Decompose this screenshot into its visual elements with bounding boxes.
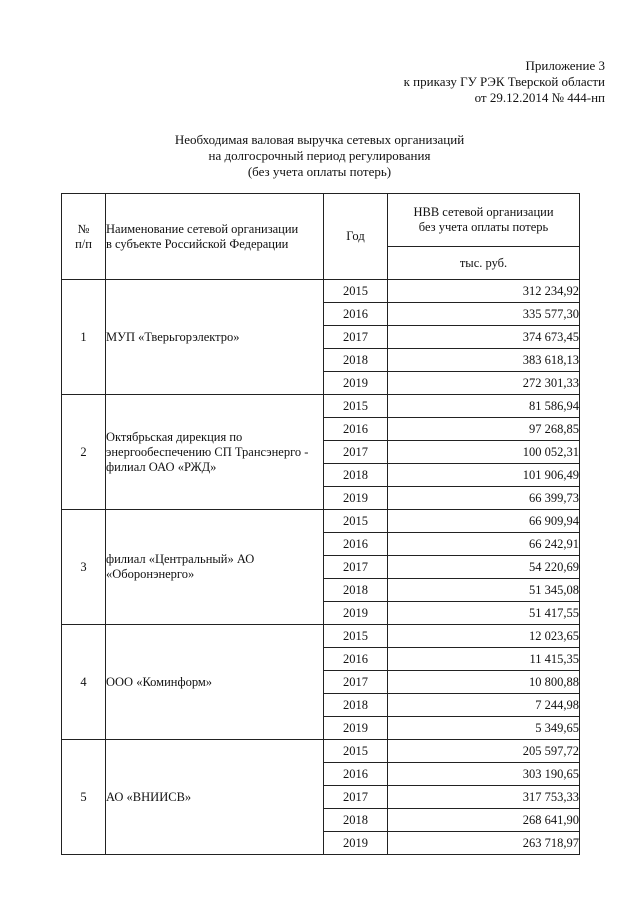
- org-number: 2: [62, 395, 106, 510]
- year-cell: 2019: [324, 832, 388, 855]
- year-cell: 2019: [324, 487, 388, 510]
- header-org-name: Наименование сетевой организации в субъекте Российской Федерации: [106, 194, 324, 280]
- year-cell: 2015: [324, 740, 388, 763]
- header-nvv: НВВ сетевой организации без учета оплаты потерь: [388, 194, 580, 247]
- org-number: 1: [62, 280, 106, 395]
- year-cell: 2018: [324, 694, 388, 717]
- title-line: Необходимая валовая выручка сетевых организаций: [174, 132, 465, 147]
- org-name: [106, 510, 324, 625]
- table-row: [62, 280, 580, 303]
- value-cell: 303 190,65: [388, 763, 580, 786]
- org-name-line: ООО «Коминформ»: [106, 674, 213, 689]
- value-cell: 66 399,73: [388, 487, 580, 510]
- year-cell: 2016: [324, 648, 388, 671]
- table-row: [62, 510, 580, 533]
- value-cell: 12 023,65: [388, 625, 580, 648]
- value-cell: 335 577,30: [388, 303, 580, 326]
- value-cell: 268 641,90: [388, 809, 580, 832]
- value-cell: 7 244,98: [388, 694, 580, 717]
- value-cell: 100 052,31: [388, 441, 580, 464]
- org-name: [106, 740, 324, 855]
- year-cell: 2019: [324, 372, 388, 395]
- header-number: № п/п: [62, 194, 106, 280]
- value-cell: 66 909,94: [388, 510, 580, 533]
- title-line: (без учета оплаты потерь): [247, 164, 392, 179]
- year-cell: 2017: [324, 786, 388, 809]
- value-cell: 51 417,55: [388, 602, 580, 625]
- year-cell: 2018: [324, 464, 388, 487]
- value-cell: 101 906,49: [388, 464, 580, 487]
- org-name: [106, 625, 324, 740]
- org-name-line: энергообеспечению СП Трансэнерго -: [106, 444, 309, 459]
- value-cell: 51 345,08: [388, 579, 580, 602]
- year-cell: 2018: [324, 809, 388, 832]
- value-cell: 317 753,33: [388, 786, 580, 809]
- table-body: [62, 280, 580, 855]
- value-cell: 383 618,13: [388, 349, 580, 372]
- org-number: 5: [62, 740, 106, 855]
- year-cell: 2016: [324, 763, 388, 786]
- year-cell: 2017: [324, 671, 388, 694]
- year-cell: 2017: [324, 556, 388, 579]
- value-cell: 11 415,35: [388, 648, 580, 671]
- year-cell: 2016: [324, 303, 388, 326]
- org-name-line: филиал ОАО «РЖД»: [106, 459, 217, 474]
- document-title: [0, 132, 639, 180]
- value-cell: 272 301,33: [388, 372, 580, 395]
- year-cell: 2015: [324, 395, 388, 418]
- value-cell: 97 268,85: [388, 418, 580, 441]
- year-cell: 2019: [324, 717, 388, 740]
- value-cell: 66 242,91: [388, 533, 580, 556]
- year-cell: 2019: [324, 602, 388, 625]
- appendix-line: к приказу ГУ РЭК Тверской области: [403, 74, 605, 89]
- year-cell: 2015: [324, 280, 388, 303]
- value-cell: 81 586,94: [388, 395, 580, 418]
- org-number: 3: [62, 510, 106, 625]
- table-row: [62, 625, 580, 648]
- table-row: [62, 740, 580, 763]
- org-number: 4: [62, 625, 106, 740]
- year-cell: 2015: [324, 625, 388, 648]
- year-cell: 2018: [324, 349, 388, 372]
- value-cell: 374 673,45: [388, 326, 580, 349]
- year-cell: 2017: [324, 326, 388, 349]
- value-cell: 205 597,72: [388, 740, 580, 763]
- org-name: [106, 395, 324, 510]
- table-row: [62, 395, 580, 418]
- year-cell: 2018: [324, 579, 388, 602]
- header-year: Год: [324, 194, 388, 280]
- appendix-note: [404, 58, 605, 106]
- appendix-line: Приложение 3: [525, 58, 605, 73]
- org-name: [106, 280, 324, 395]
- org-name-line: «Оборонэнерго»: [106, 567, 195, 581]
- revenue-table: [61, 193, 580, 855]
- year-cell: 2017: [324, 441, 388, 464]
- value-cell: 5 349,65: [388, 717, 580, 740]
- appendix-line: от 29.12.2014 № 444-нп: [474, 90, 605, 105]
- org-name-line: филиал «Центральный» АО: [106, 552, 255, 566]
- value-cell: 54 220,69: [388, 556, 580, 579]
- org-name-line: Октябрьская дирекция по: [106, 429, 243, 444]
- header-unit: тыс. руб.: [388, 247, 580, 280]
- org-name-line: МУП «Тверьгорэлектро»: [106, 329, 240, 344]
- value-cell: 312 234,92: [388, 280, 580, 303]
- year-cell: 2016: [324, 418, 388, 441]
- org-name-line: АО «ВНИИСВ»: [106, 789, 192, 804]
- title-line: на долгосрочный период регулирования: [208, 148, 431, 163]
- value-cell: 263 718,97: [388, 832, 580, 855]
- year-cell: 2015: [324, 510, 388, 533]
- value-cell: 10 800,88: [388, 671, 580, 694]
- year-cell: 2016: [324, 533, 388, 556]
